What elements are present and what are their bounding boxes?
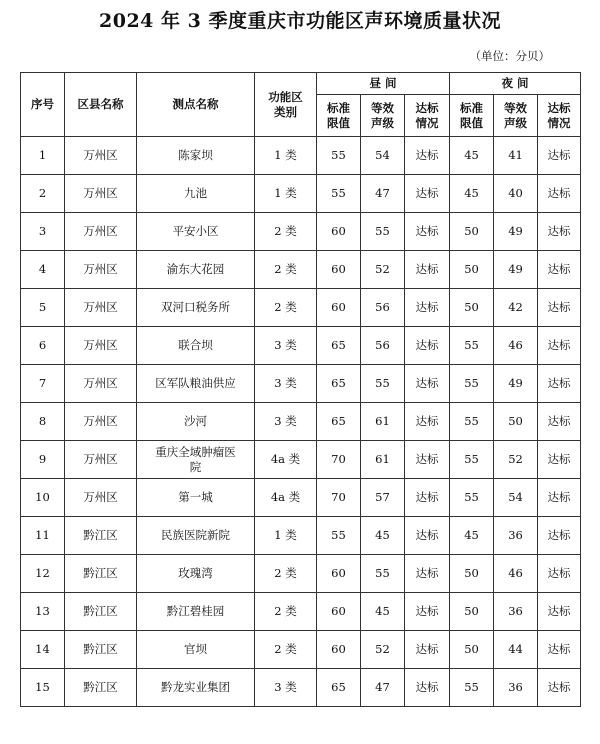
cell-district: 万州区 [65,175,137,213]
cell-night-level: 54 [494,479,538,517]
cell-day-limit: 70 [317,441,361,479]
cell-night-status: 达标 [538,593,581,631]
cell-day-status: 达标 [405,251,450,289]
cell-night-status: 达标 [538,251,581,289]
cell-site: 渝东大花园 [137,251,255,289]
cell-seq: 7 [21,365,65,403]
cell-day-level: 47 [361,175,405,213]
cell-seq: 15 [21,669,65,707]
cell-day-level: 54 [361,137,405,175]
cell-day-status: 达标 [405,631,450,669]
cell-night-limit: 50 [450,631,494,669]
table-row [21,669,581,707]
cell-day-level: 57 [361,479,405,517]
cell-district: 万州区 [65,213,137,251]
cell-day-status: 达标 [405,441,450,479]
cell-night-limit: 50 [450,251,494,289]
header-district: 区县名称 [65,73,137,137]
header-zone-type: 功能区类别 [255,73,317,137]
cell-day-limit: 65 [317,365,361,403]
cell-night-level: 36 [494,593,538,631]
cell-day-level: 55 [361,555,405,593]
cell-day-level: 52 [361,251,405,289]
cell-site: 黔龙实业集团 [137,669,255,707]
cell-day-status: 达标 [405,593,450,631]
cell-district: 万州区 [65,479,137,517]
cell-seq: 14 [21,631,65,669]
cell-night-status: 达标 [538,403,581,441]
cell-night-status: 达标 [538,441,581,479]
cell-night-limit: 55 [450,669,494,707]
cell-day-level: 47 [361,669,405,707]
header-night-limit: 标准限值 [450,95,494,137]
table-row [21,593,581,631]
cell-day-level: 61 [361,403,405,441]
cell-zone: 2 类 [255,593,317,631]
header-day-status: 达标情况 [405,95,450,137]
cell-night-status: 达标 [538,137,581,175]
cell-night-level: 49 [494,365,538,403]
unit-label: （单位：分贝） [469,49,550,63]
cell-day-status: 达标 [405,289,450,327]
cell-night-limit: 55 [450,441,494,479]
cell-day-level: 45 [361,517,405,555]
table-row [21,213,581,251]
cell-day-limit: 60 [317,631,361,669]
cell-site: 官坝 [137,631,255,669]
cell-day-limit: 70 [317,479,361,517]
table-row [21,251,581,289]
cell-night-limit: 55 [450,403,494,441]
cell-night-level: 49 [494,251,538,289]
cell-day-limit: 65 [317,327,361,365]
cell-day-status: 达标 [405,327,450,365]
header-site: 测点名称 [137,73,255,137]
cell-day-status: 达标 [405,669,450,707]
cell-day-limit: 65 [317,669,361,707]
cell-site: 九池 [137,175,255,213]
cell-district: 万州区 [65,441,137,479]
table-row [21,403,581,441]
cell-zone: 3 类 [255,403,317,441]
cell-zone: 2 类 [255,213,317,251]
cell-district: 黔江区 [65,517,137,555]
cell-seq: 8 [21,403,65,441]
cell-seq: 2 [21,175,65,213]
cell-seq: 10 [21,479,65,517]
page-title: 2024 年 3 季度重庆市功能区声环境质量状况 [99,10,501,32]
cell-day-status: 达标 [405,175,450,213]
header-night-status: 达标情况 [538,95,581,137]
table-row [21,517,581,555]
cell-day-level: 55 [361,213,405,251]
cell-district: 万州区 [65,137,137,175]
cell-seq: 6 [21,327,65,365]
cell-district: 万州区 [65,365,137,403]
table-row [21,555,581,593]
table-row [21,479,581,517]
cell-district: 黔江区 [65,669,137,707]
cell-zone: 3 类 [255,365,317,403]
cell-night-limit: 50 [450,593,494,631]
cell-seq: 11 [21,517,65,555]
cell-day-limit: 60 [317,555,361,593]
cell-night-status: 达标 [538,479,581,517]
cell-site: 重庆全域肿瘤医院 [137,441,255,479]
cell-day-limit: 60 [317,593,361,631]
header-day-level: 等效声级 [361,95,405,137]
cell-night-limit: 50 [450,555,494,593]
cell-night-status: 达标 [538,365,581,403]
header-night: 夜 间 [450,73,581,95]
cell-site: 黔江碧桂园 [137,593,255,631]
cell-zone: 4a 类 [255,441,317,479]
cell-day-status: 达标 [405,403,450,441]
cell-night-level: 52 [494,441,538,479]
header-day: 昼 间 [317,73,450,95]
cell-seq: 1 [21,137,65,175]
table-row [21,631,581,669]
header-night-level: 等效声级 [494,95,538,137]
cell-zone: 2 类 [255,555,317,593]
cell-night-level: 36 [494,669,538,707]
cell-day-level: 56 [361,289,405,327]
table-row [21,175,581,213]
cell-zone: 2 类 [255,251,317,289]
cell-seq: 5 [21,289,65,327]
table-row [21,137,581,175]
cell-day-level: 45 [361,593,405,631]
cell-day-limit: 60 [317,289,361,327]
table-row [21,365,581,403]
table-row [21,441,581,479]
cell-day-level: 52 [361,631,405,669]
header-seq: 序号 [21,73,65,137]
cell-night-level: 40 [494,175,538,213]
cell-night-level: 42 [494,289,538,327]
cell-day-status: 达标 [405,555,450,593]
cell-seq: 3 [21,213,65,251]
cell-site: 联合坝 [137,327,255,365]
cell-night-limit: 55 [450,365,494,403]
cell-day-level: 61 [361,441,405,479]
cell-seq: 9 [21,441,65,479]
header-day-limit: 标准限值 [317,95,361,137]
cell-night-status: 达标 [538,289,581,327]
cell-district: 万州区 [65,403,137,441]
cell-site: 区军队粮油供应 [137,365,255,403]
cell-day-limit: 55 [317,175,361,213]
cell-district: 万州区 [65,327,137,365]
cell-day-limit: 65 [317,403,361,441]
cell-day-level: 56 [361,327,405,365]
cell-day-limit: 55 [317,517,361,555]
cell-night-limit: 55 [450,327,494,365]
cell-seq: 4 [21,251,65,289]
cell-zone: 1 类 [255,175,317,213]
cell-district: 黔江区 [65,631,137,669]
cell-night-limit: 45 [450,517,494,555]
cell-night-level: 50 [494,403,538,441]
cell-night-level: 46 [494,327,538,365]
cell-site: 陈家坝 [137,137,255,175]
cell-day-level: 55 [361,365,405,403]
cell-seq: 12 [21,555,65,593]
cell-zone: 1 类 [255,137,317,175]
cell-night-limit: 55 [450,479,494,517]
cell-night-limit: 45 [450,175,494,213]
cell-day-limit: 60 [317,213,361,251]
cell-night-level: 46 [494,555,538,593]
cell-day-status: 达标 [405,365,450,403]
cell-zone: 2 类 [255,289,317,327]
cell-district: 黔江区 [65,555,137,593]
cell-zone: 2 类 [255,631,317,669]
cell-night-status: 达标 [538,555,581,593]
cell-district: 黔江区 [65,593,137,631]
cell-site: 民族医院新院 [137,517,255,555]
cell-night-status: 达标 [538,669,581,707]
cell-site: 玫瑰湾 [137,555,255,593]
cell-site: 双河口税务所 [137,289,255,327]
cell-day-status: 达标 [405,517,450,555]
cell-zone: 3 类 [255,327,317,365]
cell-day-status: 达标 [405,137,450,175]
cell-night-status: 达标 [538,631,581,669]
cell-seq: 13 [21,593,65,631]
cell-night-status: 达标 [538,327,581,365]
cell-site: 第一城 [137,479,255,517]
cell-night-status: 达标 [538,213,581,251]
cell-site: 沙河 [137,403,255,441]
cell-night-limit: 45 [450,137,494,175]
table-row [21,327,581,365]
cell-night-level: 49 [494,213,538,251]
cell-night-limit: 50 [450,213,494,251]
cell-zone: 4a 类 [255,479,317,517]
cell-night-limit: 50 [450,289,494,327]
cell-district: 万州区 [65,289,137,327]
cell-day-limit: 60 [317,251,361,289]
cell-night-status: 达标 [538,517,581,555]
cell-night-level: 44 [494,631,538,669]
cell-day-status: 达标 [405,479,450,517]
cell-day-status: 达标 [405,213,450,251]
cell-zone: 3 类 [255,669,317,707]
cell-zone: 1 类 [255,517,317,555]
cell-district: 万州区 [65,251,137,289]
cell-site: 平安小区 [137,213,255,251]
cell-night-level: 36 [494,517,538,555]
cell-day-limit: 55 [317,137,361,175]
cell-night-level: 41 [494,137,538,175]
table-row [21,289,581,327]
noise-table [20,72,581,707]
cell-night-status: 达标 [538,175,581,213]
